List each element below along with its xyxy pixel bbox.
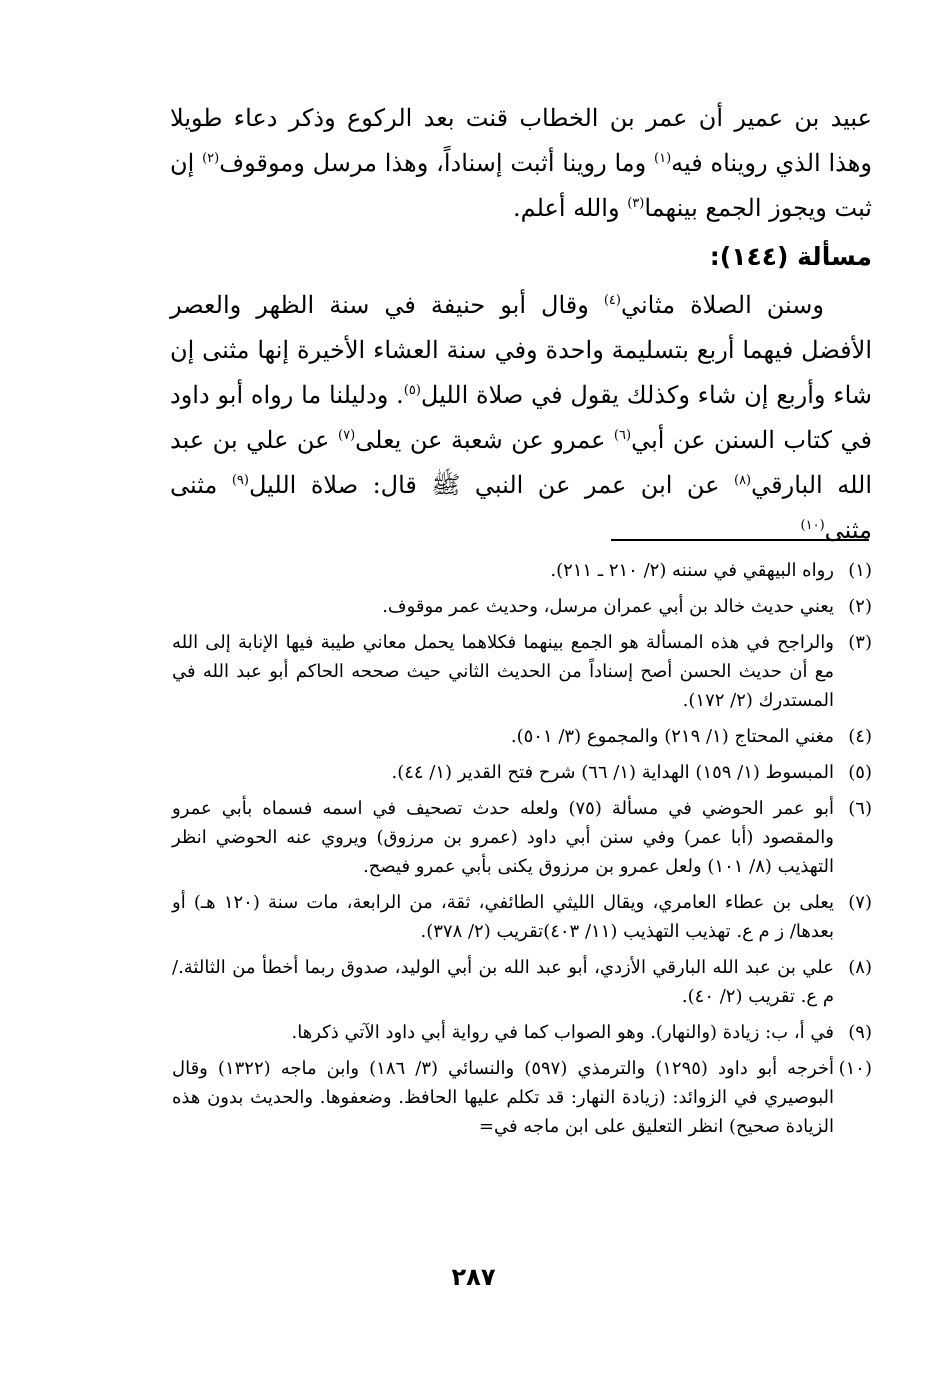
footnotes xyxy=(172,556,872,1148)
footnote-marker: (١٠) xyxy=(800,518,825,533)
footnote-number: (٩) xyxy=(848,1022,872,1043)
footnote-marker: (٦) xyxy=(613,428,632,443)
footnote-text: علي بن عبد الله البارقي الأزدي، أبو عبد الله بن أبي الوليد، صدوق ربما أخطأ من الثالثة./ م ع. تقريب (٢/ ٤٠). xyxy=(172,957,834,1007)
footnote-text: مغني المحتاج (١/ ٢١٩) والمجموع (٣/ ٥٠١). xyxy=(510,726,834,747)
text-run: . ودليلنا ما رواه أبو داود في كتاب السنن عن أبي xyxy=(170,381,872,454)
main-text xyxy=(170,96,872,553)
footnote-item xyxy=(172,628,872,715)
footnote-number: (٧) xyxy=(848,892,872,913)
footnote-text: والراجح في هذه المسألة هو الجمع بينهما فكلاهما يحمل معاني طيبة فيها الإنابة إلى الله مع أن حديث الحسن أصح إسناداً من الحديث الثاني حيث صححه الحاكم أبو عبد الله في المستدرك (٢/ ١٧٢). xyxy=(172,632,834,711)
footnote-marker: (٩) xyxy=(231,473,249,488)
footnote-marker: (٢) xyxy=(202,151,220,166)
footnote-marker: (٤) xyxy=(603,293,621,308)
text-run: عن ابن عمر عن النبي ﷺ قال: صلاة الليل xyxy=(248,471,734,499)
footnote-number: (٤) xyxy=(848,726,872,747)
footnote-text: رواه البيهقي في سننه (٢/ ٢١٠ ـ ٢١١). xyxy=(550,560,834,581)
footnote-divider xyxy=(611,539,869,541)
text-run: عمرو عن شعبة عن يعلى xyxy=(355,426,614,454)
text-run: وقال أبو حنيفة في سنة الظهر والعصر الأفضل فيهما أربع بتسليمة واحدة وفي سنة العشاء الأخيرة إنها مثنى إن شاء وأربع إن شاء وكذلك يقول في صلاة الليل xyxy=(170,291,872,409)
footnote-text: أبو عمر الحوضي في مسألة (٧٥) ولعله حدث تصحيف في اسمه فسماه بأبي عمرو والمقصود (أبا عمر) وفي سنن أبي داود (عمرو بن مرزوق) ويروي عنه الحوضي انظر التهذيب (٨/ ١٠١) ولعل عمرو بن مرزوق يكنى بأبي عمرو فيصح. xyxy=(172,798,834,877)
footnote-number: (٣) xyxy=(848,632,872,653)
footnote-marker: (٨) xyxy=(733,473,752,488)
footnote-number: (٥) xyxy=(848,762,872,783)
footnote-marker: (١) xyxy=(654,151,672,166)
text-run: عبيد بن عمير أن عمر بن الخطاب قنت بعد الركوع وذكر دعاء طويلا وهذا الذي رويناه فيه xyxy=(170,104,872,177)
paragraph-1 xyxy=(170,96,872,231)
footnote-text: يعني حديث خالد بن أبي عمران مرسل، وحديث عمر موقوف. xyxy=(382,596,834,617)
footnote-item xyxy=(172,1054,872,1141)
footnote-number: (٦) xyxy=(848,798,872,819)
text-run: عن علي بن عبد الله البارقي xyxy=(170,426,873,499)
footnote-text: يعلى بن عطاء العامري، ويقال الليثي الطائفي، ثقة، من الرابعة، مات سنة (١٢٠ هـ) أو بعدها/ ز م ع. تهذيب التهذيب (١١/ ٤٠٣)تقريب (٢/ ٣٧٨). xyxy=(172,892,834,942)
text-run: وسنن الصلاة مثاني xyxy=(620,291,824,319)
footnote-item xyxy=(172,1018,872,1047)
footnote-text: أخرجه أبو داود (١٢٩٥) والترمذي (٥٩٧) والنسائي (٣/ ١٨٦) وابن ماجه (١٣٢٢) وقال البوصيري في الزوائد: (زيادة النهار: قد تكلم عليها الحافظ. وضعفوها. والحديث بدون هذه الزيادة صحيح) انظر التعليق على ابن ماجه في= xyxy=(172,1058,834,1137)
text-run: مثنى مثنى xyxy=(170,471,872,544)
footnote-item xyxy=(172,794,872,881)
footnote-text: في أ، ب: زيادة (والنهار). وهو الصواب كما في رواية أبي داود الآتي ذكرها. xyxy=(291,1022,834,1043)
footnote-number: (٢) xyxy=(848,596,872,617)
text-run: إن ثبت ويجوز الجمع بينهما xyxy=(170,149,872,222)
footnote-item xyxy=(172,758,872,787)
footnote-marker: (٥) xyxy=(403,383,421,398)
footnote-item xyxy=(172,722,872,751)
footnote-marker: (٣) xyxy=(627,196,645,211)
text-run: وما روينا أثبت إسناداً، وهذا مرسل وموقوف xyxy=(219,149,655,177)
section-heading: مسألة (١٤٤): xyxy=(709,242,872,271)
footnote-number: (١٠) xyxy=(838,1058,872,1079)
footnote-item xyxy=(172,556,872,585)
footnote-number: (٨) xyxy=(848,957,872,978)
footnote-number: (١) xyxy=(848,560,872,581)
footnote-text: المبسوط (١/ ١٥٩) الهداية (١/ ٦٦) شرح فتح القدير (١/ ٤٤). xyxy=(391,762,834,783)
text-run: والله أعلم. xyxy=(513,194,628,222)
footnote-item xyxy=(172,888,872,946)
paragraph-2 xyxy=(170,283,872,553)
footnote-item xyxy=(172,592,872,621)
footnote-item xyxy=(172,953,872,1011)
page-number: ٢٨٧ xyxy=(451,1263,496,1291)
footnote-marker: (٧) xyxy=(338,428,356,443)
